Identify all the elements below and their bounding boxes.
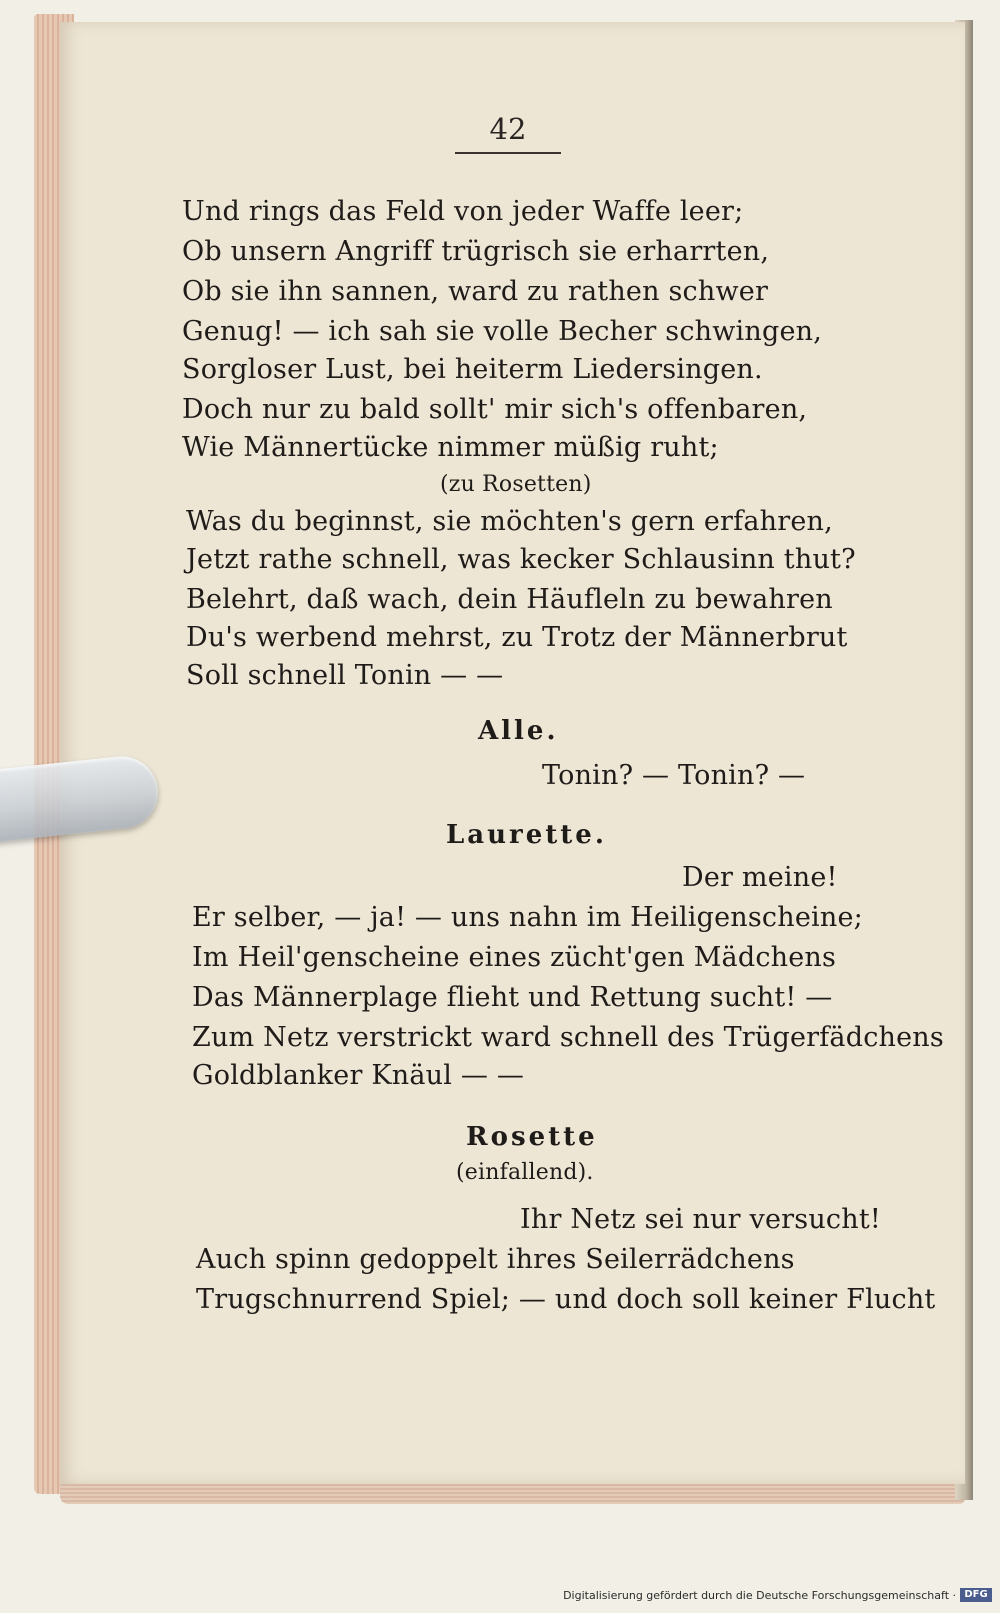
text-line: Ob sie ihn sannen, ward zu rathen schwer bbox=[182, 276, 769, 307]
stage-direction: (zu Rosetten) bbox=[440, 472, 592, 497]
text-line: Doch nur zu bald sollt' mir sich's offenbaren, bbox=[182, 394, 808, 425]
text-line: Jetzt rathe schnell, was kecker Schlausinn thut? bbox=[186, 544, 856, 575]
stage-direction: (einfallend). bbox=[456, 1160, 594, 1185]
text-line: Das Männerplage flieht und Rettung sucht! — bbox=[192, 982, 833, 1013]
page-number-rule bbox=[455, 152, 561, 154]
text-line: Zum Netz verstrickt ward schnell des Trügerfädchens bbox=[192, 1022, 944, 1053]
text-line: Er selber, — ja! — uns nahn im Heiligenscheine; bbox=[192, 902, 863, 933]
text-line: Goldblanker Knäul — — bbox=[192, 1060, 525, 1091]
text-line: Du's werbend mehrst, zu Trotz der Männerbrut bbox=[186, 622, 848, 653]
text-line: Und rings das Feld von jeder Waffe leer; bbox=[182, 196, 744, 227]
text-line: Im Heil'genscheine eines zücht'gen Mädchens bbox=[192, 942, 837, 973]
text-line: Wie Männertücke nimmer müßig ruht; bbox=[182, 432, 719, 463]
text-line: Genug! — ich sah sie volle Becher schwingen, bbox=[182, 316, 823, 347]
speaker-name: Rosette bbox=[466, 1122, 598, 1152]
text-line: Trugschnurrend Spiel; — und doch soll keiner Flucht bbox=[196, 1284, 936, 1315]
page-number: 42 bbox=[489, 112, 527, 146]
text-line: Ob unsern Angriff trügrisch sie erharrten, bbox=[182, 236, 770, 267]
text-line: Ihr Netz sei nur versucht! bbox=[520, 1204, 881, 1235]
speaker-name: Alle. bbox=[478, 716, 559, 746]
speaker-name: Laurette. bbox=[446, 820, 607, 850]
dfg-logo: DFG bbox=[960, 1588, 992, 1602]
text-line: Soll schnell Tonin — — bbox=[186, 660, 504, 691]
digitization-credit: Digitalisierung gefördert durch die Deutsche Forschungsgemeinschaft · bbox=[563, 1589, 956, 1602]
text-line: Auch spinn gedoppelt ihres Seilerrädchens bbox=[196, 1244, 795, 1275]
text-line: Tonin? — Tonin? — bbox=[542, 760, 806, 791]
text-line: Belehrt, daß wach, dein Häufleln zu bewahren bbox=[186, 584, 833, 615]
text-line: Sorgloser Lust, bei heiterm Liedersingen. bbox=[182, 354, 763, 385]
text-line: Der meine! bbox=[682, 862, 838, 893]
text-line: Was du beginnst, sie möchten's gern erfahren, bbox=[186, 506, 833, 537]
